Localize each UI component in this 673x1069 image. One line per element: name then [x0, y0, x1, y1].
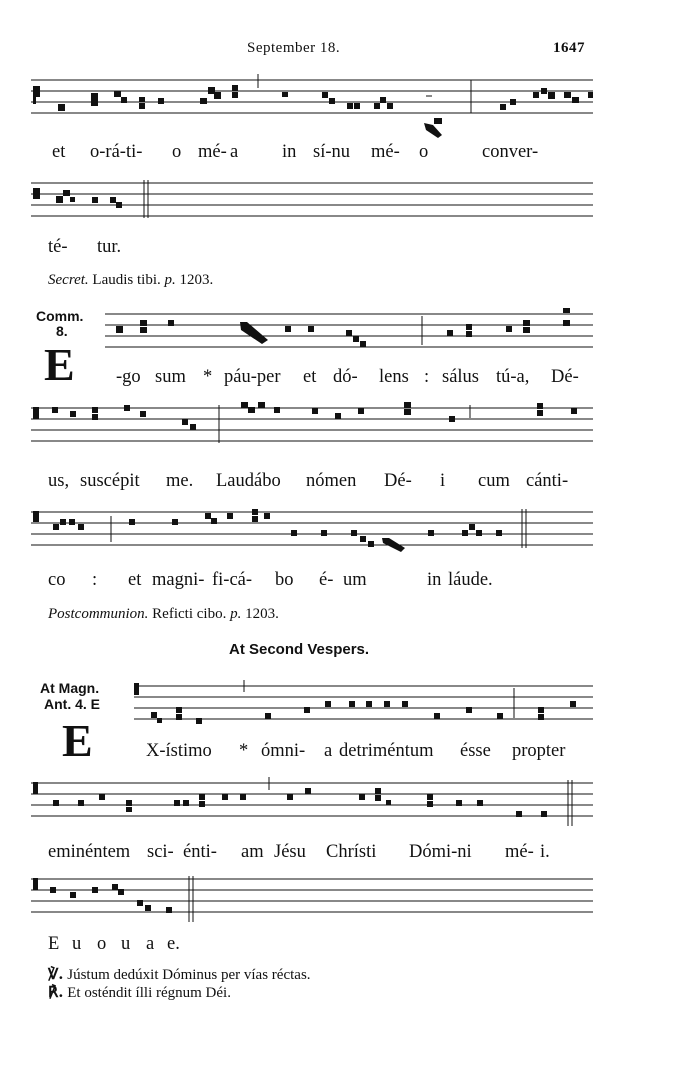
euouae-5: e.	[167, 934, 180, 954]
lyric-5-6: é-	[319, 570, 334, 590]
lyric-5-3: magni-	[152, 570, 205, 590]
secret-label: Secret.	[48, 272, 89, 288]
lyric-1-1: o-rá-ti-	[90, 142, 143, 162]
lyric-7-7: mé-	[505, 842, 534, 862]
lyric-5-1: :	[92, 570, 98, 590]
staff-5	[31, 509, 593, 548]
lyric-3-1: sum	[155, 367, 186, 387]
lyric-1-4: a	[230, 142, 239, 162]
lyric-3-10: Dé-	[551, 367, 579, 387]
lyric-2-0: té-	[48, 237, 68, 257]
lyric-6-6: propter	[512, 741, 566, 761]
staff-7	[31, 777, 593, 826]
lyric-3-5: dó-	[333, 367, 358, 387]
lyric-7-1: sci-	[147, 842, 174, 862]
secret-text: Laudis tibi.	[92, 272, 161, 288]
response	[48, 983, 231, 1002]
lyric-4-0: us,	[48, 471, 70, 491]
versicle	[48, 965, 311, 984]
staff-6	[134, 680, 593, 719]
lyric-5-7: um	[343, 570, 367, 590]
communion-initial: E	[44, 339, 75, 390]
postcommunion-rubric	[48, 606, 279, 623]
postcommunion-label: Postcommunion.	[48, 606, 149, 622]
euouae-0: E	[48, 934, 60, 954]
lyric-4-1: suscépit	[80, 471, 140, 491]
staff-8	[31, 876, 593, 922]
lyric-1-8: o	[419, 142, 429, 162]
lyric-6-2: ómni-	[261, 741, 306, 761]
lyric-3-0: -go	[116, 367, 141, 387]
postcommunion-page-num: 1203.	[245, 606, 279, 622]
lyric-6-4: detriméntum	[339, 741, 434, 761]
lyric-5-2: et	[128, 570, 142, 590]
lyric-5-8: in	[427, 570, 442, 590]
antiphon-initial: E	[62, 715, 93, 766]
lyric-4-7: cum	[478, 471, 510, 491]
lyric-4-5: Dé-	[384, 471, 412, 491]
section-title: At Second Vespers.	[229, 641, 370, 658]
staff-8-neumes	[33, 878, 172, 913]
lyric-5-4: fi-cá-	[212, 570, 253, 590]
lyric-6-0: X-ístimo	[146, 741, 212, 761]
versicle-symbol: ℣.	[48, 965, 64, 983]
lyric-5-0: co	[48, 570, 66, 590]
lyric-4-8: cánti-	[526, 471, 569, 491]
lyric-7-5: Chrísti	[326, 842, 377, 862]
lyric-1-9: conver-	[482, 142, 539, 162]
lyric-3-9: tú-a,	[496, 367, 530, 387]
lyric-1-5: in	[282, 142, 297, 162]
versicle-text: Jústum dedúxit Dóminus per vías réctas.	[67, 967, 311, 983]
lyric-1-6: sí-nu	[313, 142, 350, 162]
lyric-3-8: sálus	[442, 367, 479, 387]
euouae-2: o	[97, 934, 107, 954]
lyric-3-6: lens	[379, 367, 409, 387]
lyric-6-3: a	[324, 741, 333, 761]
magnificat-label: At Magn.	[40, 680, 100, 696]
lyric-5-5: bo	[275, 570, 294, 590]
lyric-7-6: Dómi-ni	[409, 842, 472, 862]
lyric-1-2: o	[172, 142, 182, 162]
response-symbol: ℟.	[48, 983, 64, 1001]
lyric-6-1: *	[239, 741, 249, 761]
response-text: Et osténdit ílli régnum Déi.	[67, 985, 231, 1001]
communion-label: Comm.	[36, 308, 84, 324]
postcommunion-page-ref: p.	[230, 606, 242, 622]
lyric-3-2: *	[203, 367, 213, 387]
antiphon-mode-label: Ant. 4. E	[44, 696, 101, 712]
lyric-1-0: et	[52, 142, 66, 162]
euouae-1: u	[72, 934, 82, 954]
lyric-7-2: énti-	[183, 842, 217, 862]
lyric-3-7: :	[424, 367, 430, 387]
euouae-4: a	[146, 934, 155, 954]
lyric-6-5: ésse	[460, 741, 491, 761]
staff-4-neumes	[33, 402, 577, 430]
lyric-1-7: mé-	[371, 142, 400, 162]
lyric-2-1: tur.	[97, 237, 122, 257]
page-number: 1647	[553, 40, 585, 56]
lyric-1-3: mé-	[198, 142, 227, 162]
secret-page-num: 1203.	[179, 272, 214, 288]
lyric-4-3: Laudábo	[216, 471, 281, 491]
communion-mode: 8.	[56, 323, 68, 339]
lyric-3-4: et	[303, 367, 317, 387]
lyric-4-2: me.	[166, 471, 194, 491]
running-title: September 18.	[247, 40, 341, 56]
staff-7-neumes	[33, 782, 547, 817]
lyric-3-3: páu-per	[224, 367, 281, 387]
lyric-5-9: láude.	[448, 570, 493, 590]
postcommunion-text: Reficti cibo.	[152, 606, 227, 622]
secret-page-ref: p.	[164, 272, 176, 288]
secret-rubric	[48, 272, 213, 289]
lyric-7-8: i.	[540, 842, 550, 862]
staff-5-neumes	[33, 509, 502, 552]
staff-1-neumes	[33, 85, 593, 138]
lyric-4-6: i	[440, 471, 446, 491]
lyric-7-0: eminéntem	[48, 842, 131, 862]
lyric-7-3: am	[241, 842, 264, 862]
euouae-3: u	[121, 934, 131, 954]
lyric-7-4: Jésu	[274, 842, 306, 862]
lyric-4-4: nómen	[306, 471, 357, 491]
staff-6-neumes	[134, 683, 576, 724]
